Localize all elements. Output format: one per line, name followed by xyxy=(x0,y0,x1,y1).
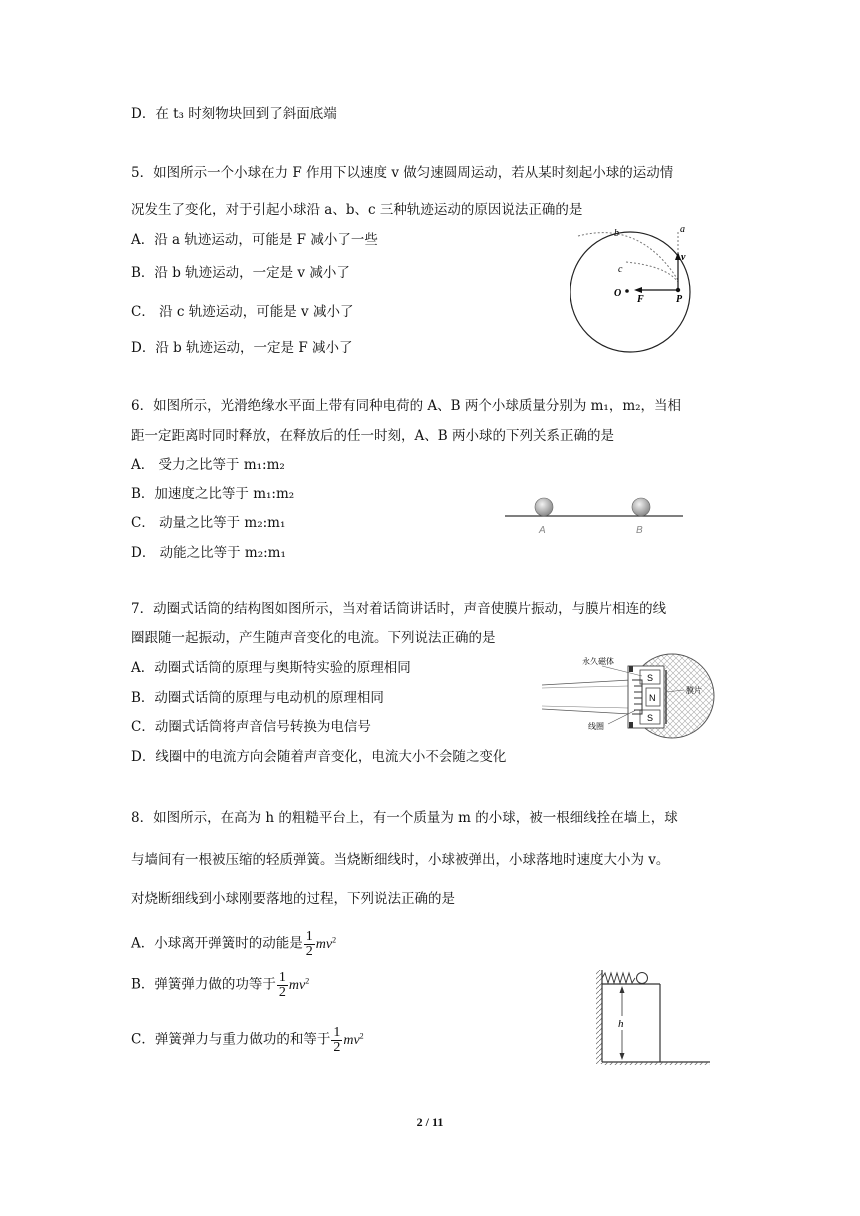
page-number: 2 / 11 xyxy=(416,1115,444,1129)
q6-stem-line1: 6．如图所示，光滑绝缘水平面上带有同种电荷的 A、B 两个小球质量分别为 m₁，m₂，当相 xyxy=(131,398,682,414)
q7-option-c: C．动圈式话筒将声音信号转换为电信号 xyxy=(131,719,371,735)
q8-option-intro: 对烧断细线到小球刚要落地的过程，下列说法正确的是 xyxy=(131,891,455,907)
q7-option-d: D．线圈中的电流方向会随着声音变化，电流大小不会随之变化 xyxy=(131,749,507,765)
ball-b xyxy=(632,498,650,516)
label-a: a xyxy=(680,224,685,235)
label-o: O xyxy=(614,288,622,299)
q6-option-c: C． 动量之比等于 m₂:m₁ xyxy=(131,515,286,531)
q5-option-b: B．沿 b 轨迹运动，一定是 v 减小了 xyxy=(131,265,350,281)
label-h: h xyxy=(618,1018,624,1030)
two-balls-figure xyxy=(505,490,685,540)
platform-spring-figure xyxy=(594,966,714,1066)
q8-option-a-text: A．小球离开弹簧时的动能是 xyxy=(131,935,303,952)
label-ball-b: B xyxy=(636,525,643,536)
q7-option-a: A．动圈式话筒的原理与奥斯特实验的原理相同 xyxy=(131,660,411,676)
fraction-half: $\frac{1}{2}$ xyxy=(305,928,313,959)
fraction-half: $\frac{1}{2}$ xyxy=(333,1024,341,1055)
label-v: v xyxy=(681,252,686,263)
q7-stem-line2: 圈跟随一起振动，产生随声音变化的电流。下列说法正确的是 xyxy=(131,630,496,646)
small-ball xyxy=(637,973,648,984)
q7-stem-line1: 7．动圈式话筒的结构图如图所示，当对着话筒讲话时，声音使膜片振动，与膜片相连的线 xyxy=(131,601,667,617)
q4-option-d: D．在 t₃ 时刻物块回到了斜面底端 xyxy=(131,106,337,122)
label-b: b xyxy=(614,228,619,239)
mv-squared: $mv^2$ xyxy=(315,935,337,952)
q5-stem-line2: 况发生了变化，对于引起小球沿 a、b、c 三种轨迹运动的原因说法正确的是 xyxy=(131,202,583,218)
q5-option-c: C． 沿 c 轨迹运动，可能是 v 减小了 xyxy=(131,304,354,320)
label-ball-a: A xyxy=(539,525,546,536)
q8-stem-line2: 与墙间有一根被压缩的轻质弹簧。当烧断细线时，小球被弹出，小球落地时速度大小为 v。 xyxy=(131,852,670,868)
q6-stem-line2: 距一定距离时同时释放，在释放后的任一时刻，A、B 两小球的下列关系正确的是 xyxy=(131,428,614,444)
label-coil: 线圈 xyxy=(588,722,604,731)
q5-stem-line1: 5．如图所示一个小球在力 F 作用下以速度 v 做匀速圆周运动，若从某时刻起小球的运动情 xyxy=(131,165,674,181)
mv-squared: $mv^2$ xyxy=(343,1031,364,1048)
q6-option-a: A． 受力之比等于 m₁:m₂ xyxy=(131,457,285,473)
label-magnet: 永久磁体 xyxy=(582,657,614,666)
mv-squared: $mv^2$ xyxy=(288,976,310,993)
label-p: P xyxy=(676,294,683,305)
q8-option-a xyxy=(131,922,336,963)
label-s-bottom: S xyxy=(647,713,654,723)
q5-option-a: A．沿 a 轨迹运动，可能是 F 减小了一些 xyxy=(131,232,378,248)
label-c: c xyxy=(618,264,623,275)
q7-option-b: B．动圈式话筒的原理与电动机的原理相同 xyxy=(131,690,384,706)
microphone-figure xyxy=(538,652,732,742)
circular-motion-figure xyxy=(570,222,710,362)
q8-option-b-text: B．弹簧弹力做的功等于 xyxy=(131,976,276,993)
q6-option-b: B．加速度之比等于 m₁:m₂ xyxy=(131,486,295,502)
q8-option-b xyxy=(131,963,309,1004)
q6-option-d: D． 动能之比等于 m₂:m₁ xyxy=(131,545,286,561)
label-membrane: 膜片 xyxy=(686,686,702,695)
label-s-top: S xyxy=(647,673,654,683)
q5-option-d: D．沿 b 轨迹运动，一定是 F 减小了 xyxy=(131,340,353,356)
ball-a xyxy=(535,498,553,516)
label-n: N xyxy=(649,693,656,703)
q8-option-c xyxy=(131,1018,364,1059)
q8-stem-line1: 8．如图所示，在高为 h 的粗糙平台上，有一个质量为 m 的小球，被一根细线拴在墙上，球 xyxy=(131,810,678,826)
q8-option-c-text: C．弹簧弹力与重力做功的和等于 xyxy=(131,1031,331,1048)
label-f: F xyxy=(637,294,644,305)
fraction-half: $\frac{1}{2}$ xyxy=(278,969,286,1000)
